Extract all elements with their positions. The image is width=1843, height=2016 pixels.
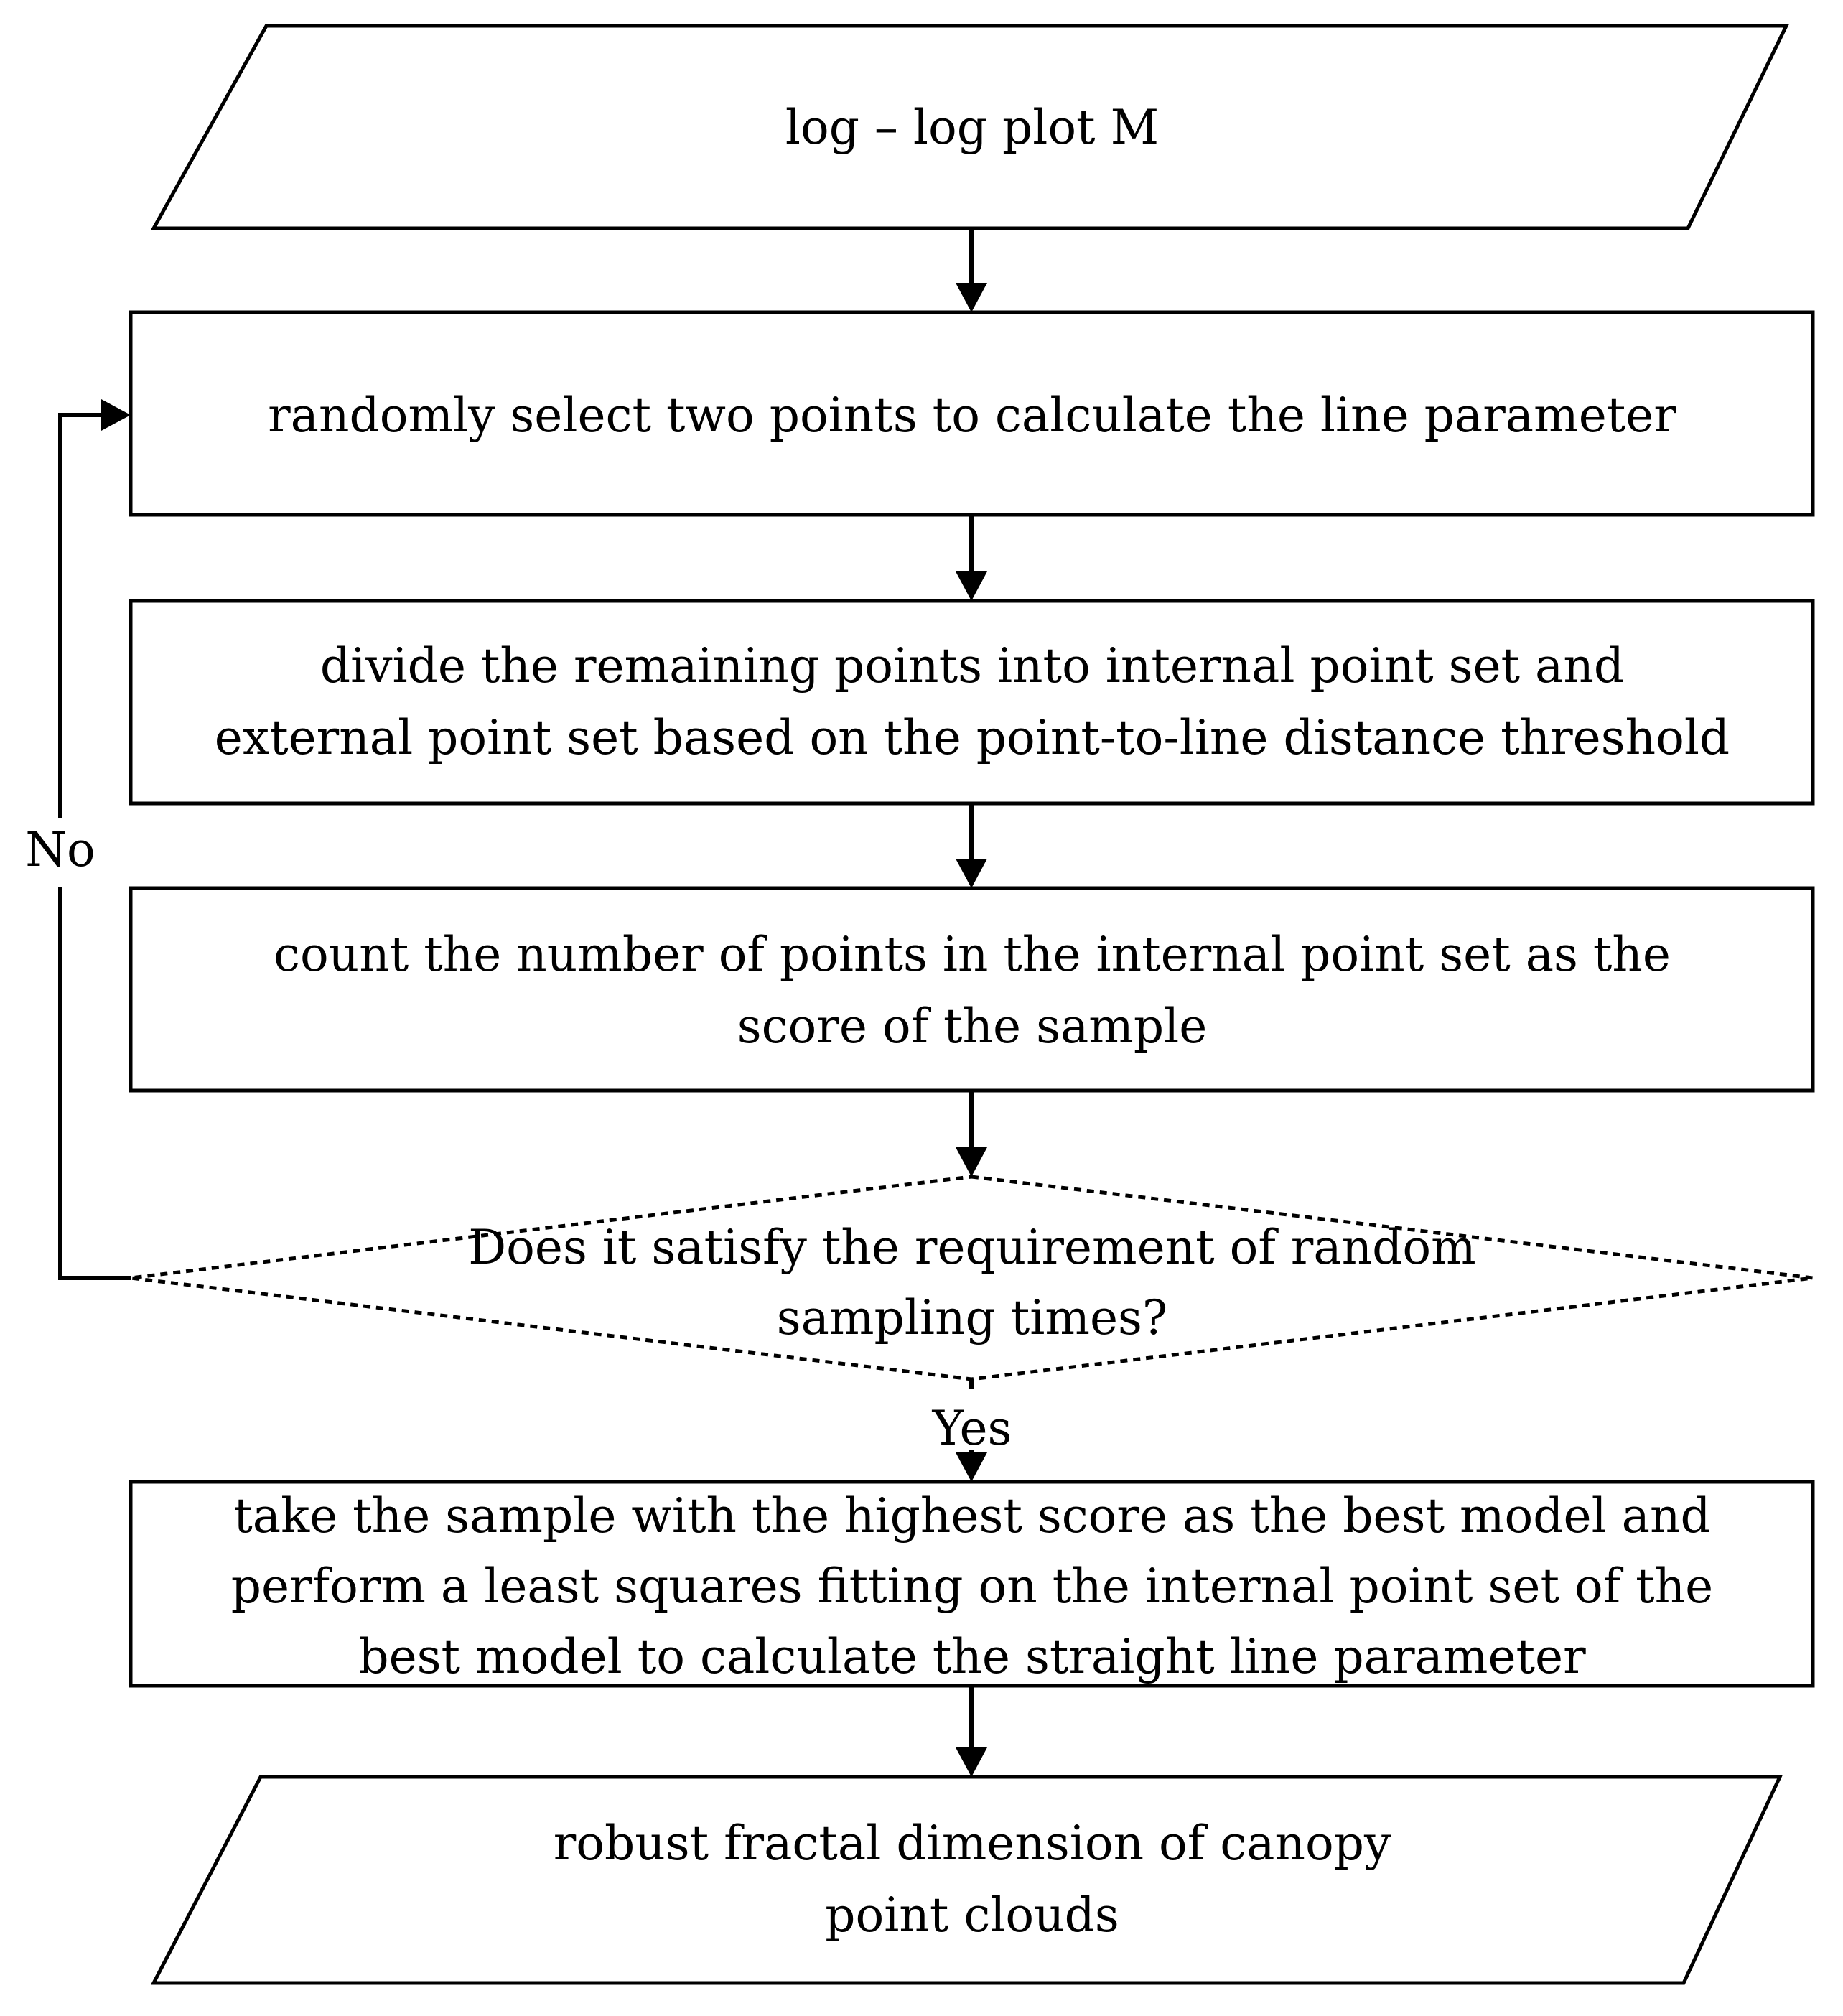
arrow-fit-to-output [956, 1686, 987, 1777]
arrow-select-to-divide [956, 515, 987, 601]
step-fit-line-3: best model to calculate the straight line parameter [358, 1629, 1586, 1684]
edge-yes-label: Yes [932, 1401, 1012, 1456]
decision-line-1: Does it satisfy the requirement of random [468, 1220, 1476, 1275]
arrow-divide-to-count [956, 803, 987, 888]
output-node [154, 1777, 1780, 1983]
step-count-node [131, 888, 1813, 1091]
arrow-count-to-decision [956, 1091, 987, 1177]
edge-no-label: No [25, 822, 95, 877]
step-fit-node [131, 1482, 1813, 1686]
input-node [154, 26, 1786, 228]
step-count-line-1: count the number of points in the internal point set as the [273, 927, 1671, 982]
decision-line-2: sampling times? [776, 1290, 1168, 1345]
step-divide-line-2: external point set based on the point-to-line distance threshold [214, 710, 1730, 765]
output-line-2: point clouds [825, 1887, 1119, 1943]
decision-node [131, 1177, 1813, 1379]
step-select-node [131, 312, 1813, 515]
step-select-label: randomly select two points to calculate the line parameter [268, 388, 1676, 443]
input-label: log – log plot M [785, 100, 1160, 155]
step-fit-line-2: perform a least squares fitting on the internal point set of the [230, 1559, 1714, 1614]
step-divide-line-1: divide the remaining points into internal point set and [319, 638, 1625, 694]
step-divide-node [131, 601, 1813, 803]
step-fit-line-1: take the sample with the highest score as the best model and [233, 1488, 1711, 1544]
arrow-input-to-select [956, 228, 987, 312]
output-line-1: robust fractal dimension of canopy [553, 1816, 1391, 1871]
step-count-line-2: score of the sample [737, 999, 1208, 1054]
